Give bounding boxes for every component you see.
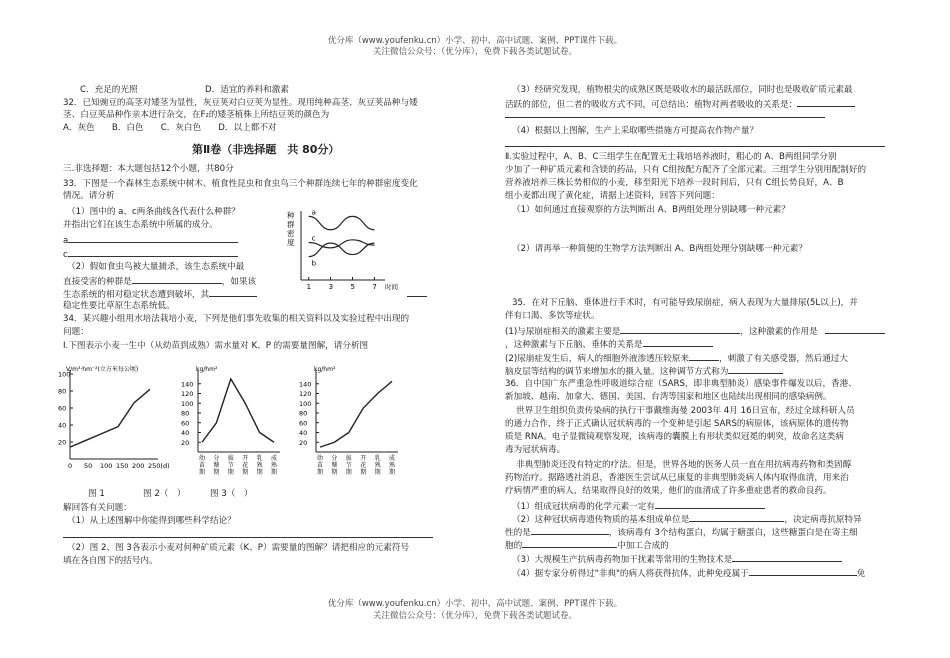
q33-c-blank[interactable] bbox=[68, 247, 238, 257]
fig1-label: 图 1 bbox=[88, 489, 105, 499]
q33-1-line1: （1）图中的 a、c两条曲线各代表什么种群？ bbox=[67, 207, 240, 217]
q34-2-line1: （2）图 2、图 3各表示小麦对何种矿质元素（K、P）需要量的图解？请把相应的元素符号 bbox=[67, 543, 410, 553]
q33-2-line1: （2）假如食虫鸟被大量捕杀，该生态系统中最 bbox=[67, 262, 245, 272]
q36-line1: 36．自中国广东严重急性呼吸道综合症（SARS，即非典型肺炎）感染事件爆发以后，香港、 bbox=[505, 379, 857, 389]
q36-4-text-a: （4）据专家分析得过"非典"的病人将获得抗体，此种免疫属于 bbox=[512, 569, 749, 579]
q34-line1: 34．某兴趣小组用水培法栽培小麦，下列是他们事先收集的相关资料以及实验过程中出现的 bbox=[63, 314, 410, 324]
q32-line1: 32．已知豌豆的高茎对矮茎为显性，灰豆荚对白豆荚为显性。现用纯种高茎、灰豆荚品种与矮 bbox=[63, 98, 418, 108]
chart2-ylabel: kg/hm² bbox=[196, 366, 218, 373]
q33-c-label: c bbox=[63, 250, 68, 260]
figure1-chart bbox=[58, 362, 170, 472]
chart0-series-c bbox=[309, 240, 375, 248]
chart2-ytick-label: 20 bbox=[181, 438, 190, 447]
chart0-series-label-c: c bbox=[311, 234, 316, 243]
chart1-xtick-label: 150 bbox=[116, 462, 129, 470]
section2-title: 第Ⅱ卷（非选择题 共 80分） bbox=[192, 143, 340, 156]
chart2-ytick-label: 140 bbox=[181, 380, 194, 389]
q36-1-text: （1）组成冠状病毒的化学元素一定有 bbox=[512, 502, 655, 512]
q35-2-text-a: (2)尿崩症发生后，病人的细胞外液渗透压较原来 bbox=[505, 354, 690, 364]
q33-2-text3: 生态系统的相对稳定状态遭到破坏，其 bbox=[63, 290, 210, 300]
fig2-label: 图 2（ ） bbox=[143, 489, 186, 499]
q36-p3-line1: 非典型肺炎还没有特定的疗法。但是，世界各地的医务人员一直在用抗病毒药物和类固醇 bbox=[516, 460, 852, 470]
chart2-xtick-label: 幼苗期 bbox=[199, 455, 206, 476]
q36-2-blank3[interactable] bbox=[522, 538, 617, 548]
chart2-xtick-label: 开花期 bbox=[242, 455, 249, 476]
q35-1-line2 bbox=[505, 337, 713, 351]
q3-line2 bbox=[505, 97, 855, 111]
q36-4-line bbox=[512, 566, 865, 580]
chart3-xtick-label: 幼苗期 bbox=[317, 455, 324, 476]
chart0-series-label-b: b bbox=[311, 259, 317, 268]
q35-2-blank2[interactable] bbox=[728, 364, 783, 374]
chart0-xlabel: 时间 bbox=[385, 283, 398, 291]
chart1-ytick-label: 80 bbox=[58, 387, 67, 396]
chart0-series-a bbox=[309, 216, 375, 229]
chart1-ylabel: V/m³·hm⁻²(立方米每公顷) bbox=[66, 366, 139, 373]
fig3-label: 图 3（ ） bbox=[210, 489, 253, 499]
q34-2-line2: 填在各自图下的括号内。 bbox=[63, 556, 158, 566]
chart3-ytick-label: 20 bbox=[299, 438, 308, 447]
chart3-xtick-label: 拔节期 bbox=[345, 455, 352, 476]
q36-p3-line3: 疗病情严重的病人，结果取得良好的效果，他们的血清成了许多重症患者的救命良药。 bbox=[505, 486, 832, 496]
q36-p2-line4: 毒为冠状病毒。 bbox=[505, 445, 566, 455]
q35-2-text-c: 脑皮层等结构的调节来增加水的摄入量。这种调节方式称为 bbox=[505, 367, 729, 377]
q36-p2-line3: 质是 RNA。电子显微镜观察发现，该病毒的囊膜上有形状类似冠冕的刺突，故命名这类病 bbox=[505, 432, 844, 442]
q36-p3-line2: 药物治疗。据路透社消息，香港医生尝试从已康复的非典型肺炎病人体内取得血清，用来治 bbox=[505, 473, 849, 483]
chart3-ytick-label: 140 bbox=[299, 380, 312, 389]
chart2-xtick-label: 成熟期 bbox=[271, 455, 278, 476]
q33-2-blank1[interactable] bbox=[132, 274, 222, 284]
q36-2-line2 bbox=[505, 525, 858, 539]
q3-blank[interactable] bbox=[797, 97, 855, 107]
q33-2-text-b: ，如果该 bbox=[221, 277, 257, 287]
q33-2-blank-extra[interactable] bbox=[407, 288, 427, 297]
chart1-ytick-label: 100 bbox=[58, 370, 71, 379]
q35-2-line1 bbox=[505, 351, 848, 365]
answer-intro: 解回答有关问题： bbox=[63, 503, 132, 513]
chart1-ytick-label: 60 bbox=[58, 404, 67, 413]
q35-1-blank2[interactable] bbox=[825, 325, 885, 334]
q35-1-line bbox=[505, 324, 818, 338]
chart1-xtick-label: 250(d) bbox=[148, 462, 170, 470]
q36-p2-line2: 的通力合作，终于正式确认冠状病毒的一个变种是引起 SARS的病原体，该病原体的遗传物 bbox=[505, 419, 849, 429]
q36-2-text-d: ，该病毒有 3个结构蛋白，均属于糖蛋白，这些糖蛋白是在寄主细 bbox=[608, 528, 858, 538]
section3-intro: 三.非选择题：本大题包括12个小题，共80分 bbox=[63, 164, 234, 174]
chart3-ytick-label: 60 bbox=[299, 419, 308, 428]
chart3-ytick-label: 100 bbox=[299, 399, 312, 408]
page-header-line2: 关注微信公众号：（优分库），免费下载各类试题试卷。 bbox=[372, 47, 577, 57]
chart1-ytick-label: 20 bbox=[58, 438, 67, 447]
chart0-series-label-a: a bbox=[311, 208, 316, 217]
q35-line2: 伴有口渴、多饮等症状。 bbox=[505, 311, 600, 321]
q36-2-text-b: ，决定病毒抗原特异 bbox=[784, 515, 862, 525]
chart3-xtick-label: 成熟期 bbox=[389, 455, 396, 476]
q33-1-line2: 并指出它们在该生态系统中所属的成分。 bbox=[63, 220, 218, 230]
q36-2-text-c: 性的是 bbox=[505, 528, 531, 538]
q36-4-text-b: 免 bbox=[856, 569, 866, 579]
q36-3-blank[interactable] bbox=[732, 552, 842, 562]
page-footer-line2: 关注微信公众号：（优分库），免费下载各类试题试卷。 bbox=[372, 611, 577, 621]
page-footer-line1: 优分库（www.youfenku.cn）小学、初中、高中试题、案例、PPT课件下载。 bbox=[327, 599, 623, 609]
q33-answer-a bbox=[63, 233, 238, 247]
chart1-series-line bbox=[70, 389, 150, 447]
q35-2-line2 bbox=[505, 364, 783, 378]
q4: （4）根据以上图解，生产上采取哪些措施方可提高农作物产量？ bbox=[512, 126, 759, 136]
q34-1: （1）从上述图解中你能得到哪些科学结论？ bbox=[67, 516, 236, 526]
chart0-ylabel-4: 度 bbox=[287, 238, 295, 247]
q33-line2: 情况。请分析 bbox=[63, 191, 115, 201]
q35-line1: 35．在对下丘脑、垂体进行手术时，有可能导致尿崩症，病人表现为大量排尿(5L以上)，并 bbox=[512, 298, 858, 308]
q36-2-blank1[interactable] bbox=[689, 512, 784, 522]
chart2-ytick-label: 100 bbox=[181, 399, 194, 408]
chart1-xtick-label: 200 bbox=[132, 462, 145, 470]
chart2-xtick-label: 拔节期 bbox=[227, 455, 234, 476]
chart3-xtick-label: 乳熟期 bbox=[374, 455, 381, 476]
q36-2-text-e: 胞的 bbox=[505, 541, 523, 551]
q33-2-text: 直接受害的种群是 bbox=[63, 277, 132, 287]
chart0-ylabel-1: 种 bbox=[287, 211, 295, 220]
chart3-ytick-label: 80 bbox=[299, 409, 308, 418]
q33-2-line2 bbox=[63, 274, 256, 288]
q33-2-blank2[interactable] bbox=[209, 287, 257, 297]
q35-1-text-c: ，这种激素与下丘脑、垂体的关系是 bbox=[505, 340, 643, 350]
chart3-xtick-label: 开花期 bbox=[360, 455, 367, 476]
q35-2-text-b: ，刺激了有关感受器，然后通过大 bbox=[719, 354, 848, 364]
q4-answer-line[interactable] bbox=[505, 146, 885, 147]
q34-1-answer-line[interactable] bbox=[63, 537, 433, 538]
q31-option-d: D．适宜的养料和激素 bbox=[205, 85, 289, 95]
q33-a-label: a bbox=[63, 236, 69, 246]
q36-1-line bbox=[512, 499, 765, 513]
chart1-xtick-label: 50 bbox=[84, 462, 93, 470]
q33-2-line3 bbox=[63, 287, 257, 301]
chart3-ylabel: kg/hm² bbox=[314, 366, 336, 373]
q33-answer-c bbox=[63, 247, 238, 261]
q36-2-line1 bbox=[512, 512, 862, 526]
qII-line3: 营养液培养三株长势相似的小麦，移至阳光下培养一段时间后，只有 C组长势良好，A、B bbox=[505, 178, 844, 188]
q36-p2-line1: 世界卫生组织负责传染病的执行干事戴维海曼 2003年 4月 16日宣布，经过全球科研人员 bbox=[516, 406, 855, 416]
q35-1-blank3[interactable] bbox=[643, 337, 713, 347]
chart0-xtick-label: 3 bbox=[328, 283, 334, 291]
chart1-ytick-label: 40 bbox=[58, 421, 67, 430]
figure3-chart bbox=[298, 362, 404, 482]
figure2-chart bbox=[180, 362, 286, 482]
q33-2-line4: 稳定性要比草原生态系统低。 bbox=[63, 301, 175, 311]
chart2-series-line bbox=[202, 379, 274, 442]
q36-2-text-a: （2）这种冠状病毒遗传物质的基本组成单位是 bbox=[512, 515, 690, 525]
q32-options: A．灰色 B．白色 C．灰白色 D．以上都不对 bbox=[63, 123, 277, 133]
chart0-xtick-label: 5 bbox=[350, 283, 355, 291]
q36-line2: 新加坡、越南、加拿大、德国、美国、台湾等国家和地区也陆续出现相同的感染病例。 bbox=[505, 392, 832, 402]
chart2-xtick-label: 乳熟期 bbox=[256, 455, 263, 476]
qII-line2: 少加了一种矿质元素和含镁的药品，只有 C组按配方配齐了全部元素。三组学生分别用配制好的 bbox=[505, 165, 867, 175]
chart2-xtick-label: 分蘖期 bbox=[213, 455, 220, 476]
chart3-ytick-label: 40 bbox=[299, 429, 308, 437]
q33-line1: 33．下图是一个森林生态系统中树木、植食性昆虫和食虫鸟三个种群连续七年的种群密度变化 bbox=[63, 179, 418, 189]
q32-line2: 茎、白豆荚品种作亲本进行杂交，在F₂的矮茎植株上所结豆荚的颜色为 bbox=[63, 110, 330, 120]
chart0-ylabel-3: 密 bbox=[287, 229, 295, 238]
chart3-series-line bbox=[320, 381, 392, 447]
q36-4-blank[interactable] bbox=[749, 566, 857, 576]
qII-2: （2）请再举一种简便的生物学方法判断出 A、B两组处理分别缺哪一种元素？ bbox=[512, 244, 807, 254]
chart1-xtick-label: 100 bbox=[100, 462, 113, 470]
q3-answer-line[interactable] bbox=[505, 117, 825, 118]
chart2-ytick-label: 60 bbox=[181, 419, 190, 428]
qII-line1: Ⅱ.实验过程中，A、B、C三组学生在配置无土栽培培养液时，粗心的 A、B两组同学分别 bbox=[505, 152, 837, 162]
q36-3-line bbox=[512, 552, 842, 566]
q36-2-text-f: 中加工合成的 bbox=[617, 541, 669, 551]
q35-2-blank1[interactable] bbox=[689, 351, 719, 361]
population-density-chart bbox=[285, 207, 410, 292]
q35-1-blank1[interactable] bbox=[620, 324, 740, 334]
q35-1-text-b: ，这种激素的作用是 bbox=[740, 327, 818, 337]
q34-line2: 问题： bbox=[63, 327, 89, 337]
qII-1: （1）如何通过直接观察的方法判断出 A、B两组处理分别缺哪一种元素？ bbox=[512, 205, 790, 215]
chart0-xtick-label: 1 bbox=[306, 283, 312, 291]
q36-3-text: （3）大规模生产抗病毒药物加干扰素等常用的生物技术是 bbox=[512, 555, 733, 565]
q3-text: 活跃的部位，但二者的吸收方式不同，可总结出：植物对两者吸收的关系是： bbox=[505, 100, 798, 110]
chart1-xtick-label: 0 bbox=[68, 462, 73, 470]
q36-2-line3 bbox=[505, 538, 669, 552]
q33-a-blank[interactable] bbox=[68, 233, 238, 243]
q36-2-blank2[interactable] bbox=[531, 525, 609, 535]
chart2-ytick-label: 40 bbox=[181, 429, 190, 437]
chart3-ytick-label: 120 bbox=[299, 390, 312, 398]
chart0-ylabel-2: 群 bbox=[287, 220, 295, 229]
q34-I: Ⅰ.下图表示小麦一生中（从幼苗到成熟）需水量对 K、P 的需要量图解，请分析图 bbox=[63, 341, 369, 351]
chart0-xtick-label: 7 bbox=[372, 283, 377, 291]
qII-line4: 组小麦都出现了黄化症，请据上述资料，回答下列问题： bbox=[505, 191, 720, 201]
chart3-xtick-label: 分蘖期 bbox=[331, 455, 338, 476]
q31-option-c: C．充足的光照 bbox=[80, 85, 138, 95]
q3-line1: （3）经研究发现，植物根尖的成熟区既是吸收水的最活跃部位，同时也是吸收矿质元素最 bbox=[512, 85, 853, 95]
q35-1-text-a: (1)与尿崩症相关的激素主要是 bbox=[505, 327, 621, 337]
chart2-ytick-label: 120 bbox=[181, 390, 194, 398]
chart2-ytick-label: 80 bbox=[181, 409, 190, 418]
q36-1-blank[interactable] bbox=[655, 499, 765, 509]
page-header-line1: 优分库（www.youfenku.cn）小学、初中、高中试题、案例、PPT课件下载。 bbox=[327, 36, 623, 46]
